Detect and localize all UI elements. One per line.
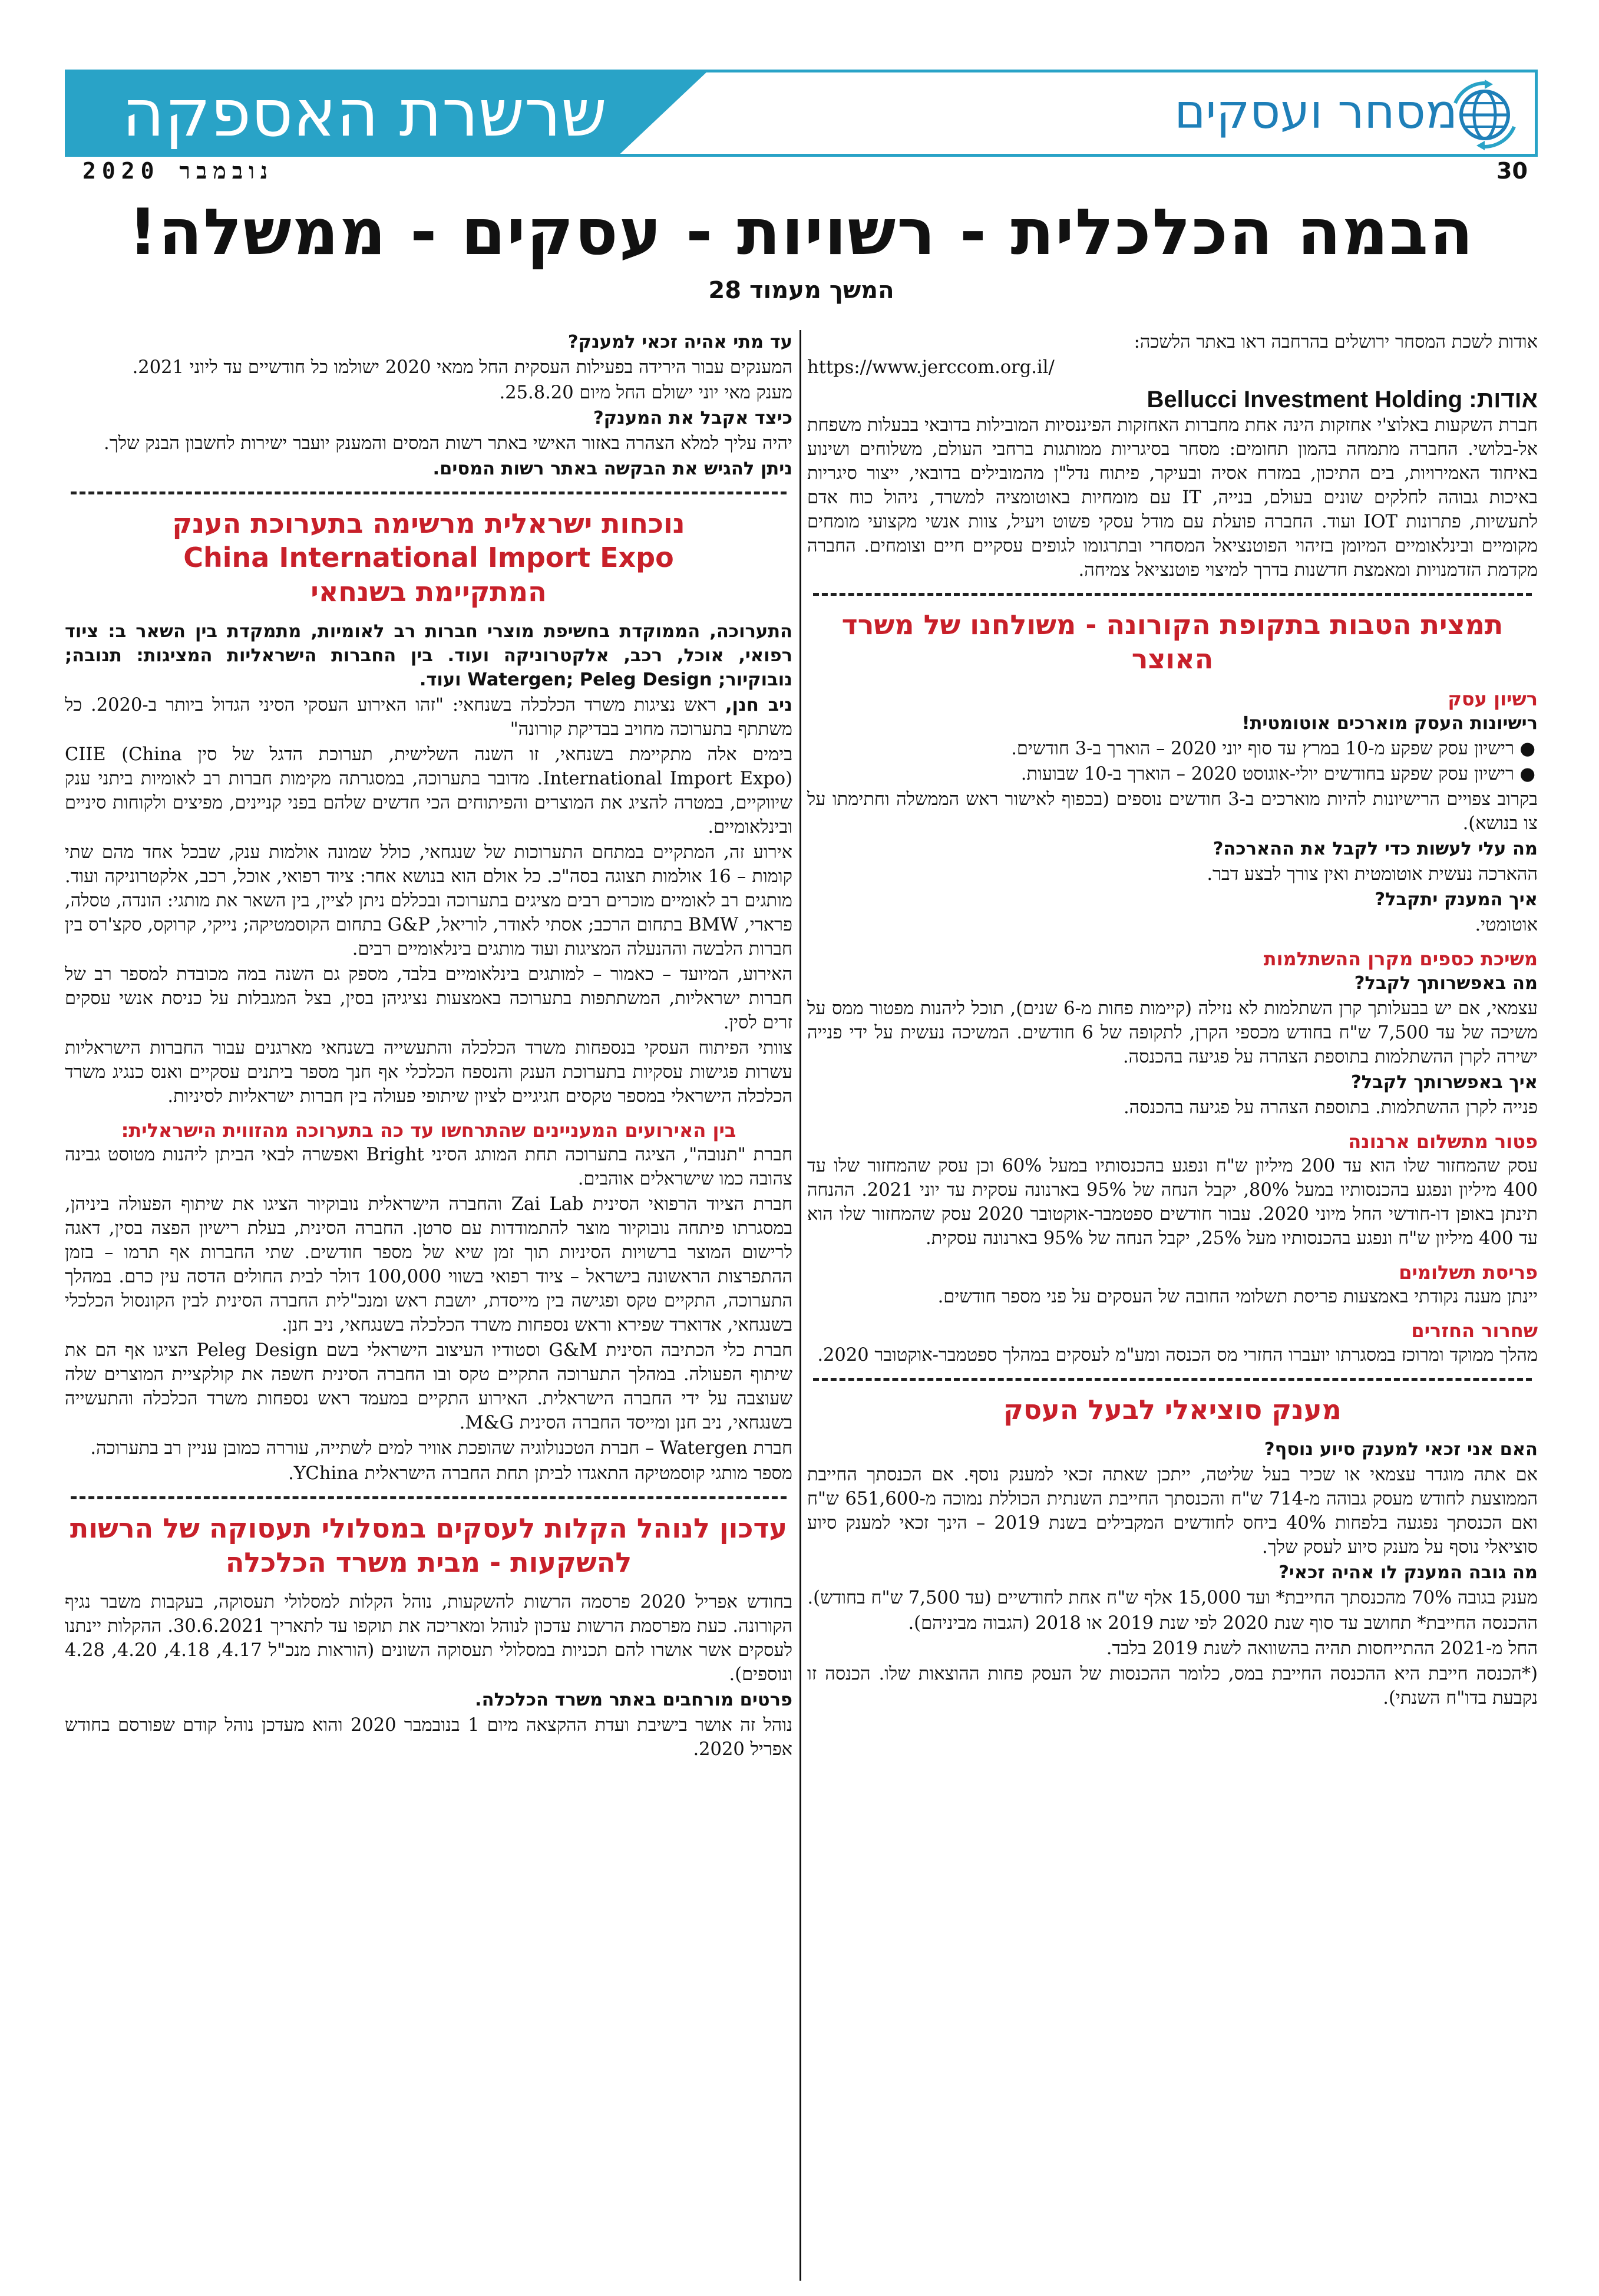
grant-answer-4: החל מ-2021 ההתייחסות תהיה בהשוואה לשנת 2019 בלבד. xyxy=(1106,1638,1538,1659)
grant-answer-2: מענק בגובה 70% מהכנסתך החייבת* ועד 15,000 אלף ש"ח אחת לחודשיים (עד 7,500 ש"ח בחודש). xyxy=(807,1588,1538,1608)
issue-date: נובמבר 2020 xyxy=(82,158,274,184)
grant-answer-5: (*הכנסה חייבת היא ההכנסה החייבת במס, כלומר ההכנסות של העסק פחות ההוצאות שלו. הכנסה זו נקבעת בדו"ח השנתי). xyxy=(807,1664,1538,1708)
investment-authority-title: עדכון לנוהל הקלות לעסקים במסלולי תעסוקה של הרשות להשקעות - מבית משרד הכלכלה xyxy=(70,1512,788,1578)
expo-p1-name: ניב חנן, xyxy=(725,695,792,715)
how-answer: יהיה עליך למלא הצהרה באזור האישי באתר רשות המסים והמענק יועבר ישירות לחשבון הבנק שלך. xyxy=(104,433,792,454)
refund-text: מהלך ממוקד ומרוכז במסגרתו יועברו החזרי מס הכנסה ומע"מ לעסקים במהלך ספטמבר-אוקטובר 2020. xyxy=(817,1345,1538,1365)
expo-p1-text: ראש נציגות משרד הכלכלה בשנחאי: "זהו האירוע העסקי הסיני הגדול ביותר ב-2020. כל משתתף בתערוכה מחויב בבדיקת קורונה" xyxy=(65,695,792,740)
about-heading xyxy=(807,388,1538,412)
investment-p3: נוהל זה אושר בישיבת ועדת ההקצאה מיום 1 בנובמבר 2020 והוא מעדכן נוהל קודם שפורסם בחודש אפריל 2020. xyxy=(65,1715,792,1760)
fund-question: מה באפשרותך לקבל? xyxy=(1354,973,1538,994)
investment-p2: פרטים מורחבים באתר משרד הכלכלה. xyxy=(475,1690,792,1710)
globe-arrows-icon xyxy=(1449,80,1520,150)
licence-answer-3: אוטומטי. xyxy=(1475,915,1538,935)
series-title: שרשרת האספקה xyxy=(122,75,607,151)
expo-p5: צוותי הפיתוח העסקי בנספחות משרד הכלכלה והתעשייה בשנחאי מארגנים עבור החברות הישראליות עשרות פגישות עסקיות בתערוכת הענק והנספח הכלכלי אף חנך מספר ביתנים עסקיים ואנס כנגיג משרד הכלכלה הישראלי במספר טקסים חגיגיים לציון שיתופי פעולה בין חברות ישראליות לסיניות. xyxy=(65,1038,792,1107)
social-grant-title: מענק סוציאלי לבעל העסק xyxy=(1003,1394,1342,1426)
how-answer-b: ניתן להגיש את הבקשה באתר רשות המסים. xyxy=(432,458,792,479)
fund-question-2: איך באפשרותך לקבל? xyxy=(1351,1072,1538,1093)
expo-p4: האירוע, המיועד – כאמור – למותגים בינלאומיים בלבד, מספק גם השנה במה מכובדת למספר רב של חברות ישראליות, המשתתפות בתערוכה באמצעות נציגיהן בסין, בצל המגבלות על כניסת אנשי עסקים זרים לסין. xyxy=(65,964,792,1033)
right-column xyxy=(807,330,1538,2281)
until-when-answer-b: מענק מאי יוני ישולם החל מיום 25.8.20. xyxy=(499,382,792,403)
event-2: חברת הציוד הרפואי הסינית Zai Lab והחברה הישראלית נובוקיור הציגו את שיתוף הפעולה ביניהן, במסגרתו פיתחה נובוקיור מוצר להתמודדות עם סרטן. החברה הסינית, בעלת רישיון הפצה בסין, דאגה לרישום המוצר ברשויות הסיניות תוך זמן שיא של מספר חודשים. שתי החברות אף תרמו – בזמן ההתפרצות הראשונה בישראל – ציוד רפואי בשווי 100,000 דולר לבית החולים הדסה עין כרם. במהלך התערוכה, התקיים טקס ופגישה בין מייסדת, יושבת ראש ומנכ"לית החברה הסינית לבין הקונסול הכלכלי בשנגחאי, אדוארד שפירא וראש נספחות משרד הכלכלה בשנגחאי, ניב חנן. xyxy=(65,1194,792,1335)
about-company: Bellucci Investment Holding xyxy=(1147,387,1463,413)
spread-text: יינתן מענה נקודתי באמצעות פריסת תשלומי החובה של העסקים על פני מספר חודשים. xyxy=(937,1286,1538,1307)
grant-question-1: האם אני זכאי למענק סיוע נוסף? xyxy=(1264,1439,1538,1460)
licence-heading: רשיון עסק xyxy=(1448,688,1538,710)
licence-question-2: מה עלי לעשות כדי לקבל את ההארכה? xyxy=(1213,839,1538,859)
event-1: חברת "תנובה", הציגה בתערוכה תחת המותג הסיני Bright ואפשרה לבאי הביתן ליהנות מטוסט גבינה צהובה כמו שישראלים אוהבים. xyxy=(65,1144,792,1189)
divider xyxy=(813,593,1532,596)
chamber-intro: אודות לשכת המסחר ירושלים בהרחבה ראו באתר הלשכה: xyxy=(1134,332,1538,352)
event-3: חברת כלי הכתיבה הסינית G&M וסטודיו העיצוב הישראלי בשם Peleg Design הציגו אף הם את שיתוף הפעולה. במהלך התערוכה התקיים טקס ובו החברה הסינית חשפה את קולקציית המוצרים שלה שעוצבה על ידי החברה הישראלית. האירוע התקיים במעמד ראש נספחות משרד הכלכלה והתעשייה בשנגחאי, ניב חנן ומייסד החברה הסינית M&G. xyxy=(65,1340,792,1433)
divider xyxy=(71,1496,787,1499)
page-headline: הבמה הכלכלית - רשויות - עסקים - ממשלה! xyxy=(128,196,1475,269)
expo-title-english: China International Import Expo xyxy=(183,542,674,573)
grant-answer-3: ההכנסה החייבת* תחושב עד סוף שנת 2020 לפי שנת 2019 או 2018 (הגבוה מביניהם). xyxy=(908,1613,1538,1634)
left-column xyxy=(65,330,792,2281)
expo-p1 xyxy=(65,693,792,741)
until-when-answer: המענקים עבור הירידה בפעילות העסקית החל ממאי 2020 ישולמו כל חודשיים עד ליוני 2021. xyxy=(132,357,792,378)
refund-heading: שחרור החזרים xyxy=(1411,1319,1538,1342)
expo-p3: אירוע זה, המתקיים במתחם התערוכות של שנגחאי, כולל שמונה אולמות ענק, שבכל אחד מהם שתי קומות – 16 אולמות תצוגה בסה"כ. כל אולם הוא בנושא אחר: ציוד רפואי, אוכל, רכב, אלקטרוניקה ועוד. מותגים רב לאומיים מוכרים רבים מציגים בתערוכה ובכללם ניתן לציין, בין השאר את מותגי: הונדה, טסלה, פרארי, BMW בתחום הרכב; אסתי לאודר, לוריאל, G&P בתחום הקוסמטיקה; נייקי, קרוקס, סקצ'רס בין חברות הלבשה וההנעלה המציגות ועוד מותגים בינלאומיים רבים. xyxy=(65,842,792,959)
about-text: חברת השקעות באלוצ'י אחזקות הינה אחת מחברות האחזקות הפיננסיות המובילות בדובאי בבעלות משפחת אל-בלושי. החברה מתמחה בהמון תחומים: מסחר בסיגריות ממותגות ברחבי העולם, משלוחים ושינוע באיחוד האמירויות, בים התיכון, במזרח אסיה ובעיקר, פיתוח נדל"ן מהמובילים בדובאי, ייצור סיגריות באיכות גבוהה לחלקים שונים בעולם, בנייה, IT עם מומחיות באוטומציה למשרד, ניהול כוח אדם לתעשיות, פתרונות IOT ועוד. החברה פועלת עם מודל עסקי פשוט ויעיל, צוות אנשי מקצועי מומחים מקומיים ובינלאומיים המיומן בזיהוי הפוטנציאל המסחרי ובתרגומו לגופים עסקיים חיים וצומחים. החברה מקדמת הזדמנויות ומאמצת חדשנות בדרך למיצוי פוטנציאל צמיחה. xyxy=(807,415,1538,580)
event-4: חברת Watergen – חברת הטכנולוגיה שהופכת אוויר למים לשתייה, עוררה כמובן עניין רב בתערוכה. xyxy=(90,1438,792,1459)
expo-title xyxy=(65,506,792,609)
column-divider xyxy=(800,330,801,2281)
about-label: אודות: xyxy=(1469,387,1538,413)
licence-question: רישיונות העסק מוארכים אוטומטית! xyxy=(1241,713,1538,734)
licence-bullet-2: ● רישיון עסק שפקע בחודשים יולי-אוגוסט 2020 – הוארך ב-10 שבועות. xyxy=(807,762,1538,786)
chamber-url[interactable]: https://www.jerccom.org.il/ xyxy=(807,357,1055,378)
section-name: מסחר ועסקים xyxy=(1174,84,1458,139)
events-subheading: בין האירועים המעניינים שהתרחשו עד כה בתערוכה מהזווית הישראלית: xyxy=(121,1119,736,1142)
grant-question-2: מה גובה המענק לו אהיה זכאי? xyxy=(1278,1562,1538,1583)
arnona-heading: פטור מתשלום ארנונה xyxy=(1348,1130,1538,1153)
grant-answer-1: אם אתה מוגדר עצמאי או שכיר בעל שליטה, ייתכן שאתה זכאי למענק נוסף. אם הכנסתך החייבת הממוצעת לחודש מעסק גבוהה מ-714 ש"ח והכנסתך החייבת השנתית הכוללת נמוכה מ-651,600 ש"ח ואם הכנסתך נפגעה בלפחות 40% ביחס לחודשים המקבילים בשנת 2019 – הינך זכאי למענק סיוע סוציאלי נוסף על מענק סיוע לעסק שלך. xyxy=(807,1464,1538,1558)
how-question: כיצד אקבל את המענק? xyxy=(593,408,792,428)
corona-benefits-title: תמצית הטבות בתקופת הקורונה - משולחנו של משרד האוצר xyxy=(841,609,1504,675)
investment-p1: בחודש אפריל 2020 פרסמה הרשות להשקעות, נוהל הקלות למסלולי תעסוקה, בעקבות משבר נגיף הקורונה. כעת מפרסמת הרשות עדכון לנוהל ומאריכה את תוקפו עד לתאריך 30.6.2021. ההקלות יינתנו לעסקים אשר אושרו להם תכניות במסלולי תעסוקה השונים (הוראות מנכ"ל 4.17, 4.18, 4.20, 4.28 ונוספים). xyxy=(65,1592,792,1685)
until-when-question: עד מתי אהיה זכאי למענק? xyxy=(567,332,792,352)
page-number: 30 xyxy=(1496,158,1528,184)
expo-p2: בימים אלה מתקיימת בשנחאי, זו השנה השלישית, תערוכת הדגל של סין CIIE (China International Import Expo). מדובר בתערוכה, במסגרתה מקימות חברות רב לאומיות ביתני ענק שיווקיים, במטרה להציג את המוצרים והפיתוחים הכי חדשים שלהם בפני קניינים, מפיצים ולקוחות סיניים ובינלאומיים. xyxy=(65,744,792,837)
divider xyxy=(71,491,787,494)
expo-title-line-2: המתקיימת בשנחאי xyxy=(310,576,547,608)
divider xyxy=(813,1378,1532,1381)
licence-answer-2: ההארכה נעשית אוטומטית ואין צורך לבצע דבר. xyxy=(1207,864,1538,885)
continued-note: המשך מעמוד 28 xyxy=(708,277,894,304)
event-5: מספר מותגי קוסמטיקה התאגדו לביתן תחת החברה הישראלית YChina. xyxy=(288,1463,792,1484)
licence-question-3: איך המענק יתקבל? xyxy=(1375,889,1538,910)
fund-answer: עצמאי, אם יש בבעלותך קרן השתלמות לא נזילה (קיימות פחות מ-6 שנים), תוכל ליהנות מפטור ממס על משיכה של עד 7,500 ש"ח בחודש מכספי הקרן, לתקופה של 6 חודשים. המשיכה נעשית על ידי פנייה ישירה לקרן ההשתלמות בתוספת הצהרה על פגיעה בהכנסה. xyxy=(807,998,1538,1067)
spread-heading: פריסת תשלומים xyxy=(1399,1261,1538,1284)
arnona-text: עסק שהמחזור שלו הוא עד 200 מיליון ש"ח ונפגע בהכנסותיו במעל 60% וכן עסק שהמחזור שלו עד 400 מיליון ונפגע בהכנסותיו במעל 80%, יקבל הנחה של 95% בארנונה עסקית עד יוני 2021. ההנחה תינתן באופן דו-חודשי החל מיוני 2020. עבור חודשים ספטמבר-אוקטובר 2020 עסק שהמחזור שלו הוא עד 400 מיליון ש"ח ונפגע בהכנסותיו מעל 25%, יקבל הנחה של 95% בארנונה עסקית. xyxy=(807,1156,1538,1249)
expo-lead: התערוכה, הממוקדת בחשיפת מוצרי חברות רב לאומיות, מתמקדת בין השאר ב: ציוד רפואי, אוכל, רכב, אלקטרוניקה ועוד. בין החברות הישראליות המציגות: תנובה; נובוקיור; Watergen; Peleg Design ועוד. xyxy=(65,621,792,690)
fund-heading: משיכת כספים מקרן ההשתלמות xyxy=(1263,948,1538,970)
expo-title-line-1: נוכחות ישראלית מרשימה בתערוכת הענק xyxy=(172,507,685,539)
fund-answer-2: פנייה לקרן ההשתלמות. בתוספת הצהרה על פגיעה בהכנסה. xyxy=(1123,1097,1538,1118)
licence-bullet-1: ● רישיון עסק שפקע מ-10 במרץ עד סוף יוני 2020 – הוארך ב-3 חודשים. xyxy=(807,737,1538,761)
licence-text: בקרוב צפויים הרישיונות להיות מוארכים ב-3 חודשים נוספים (בכפוף לאישור ראש הממשלה וחתימתו על צו בנושא). xyxy=(807,789,1538,834)
